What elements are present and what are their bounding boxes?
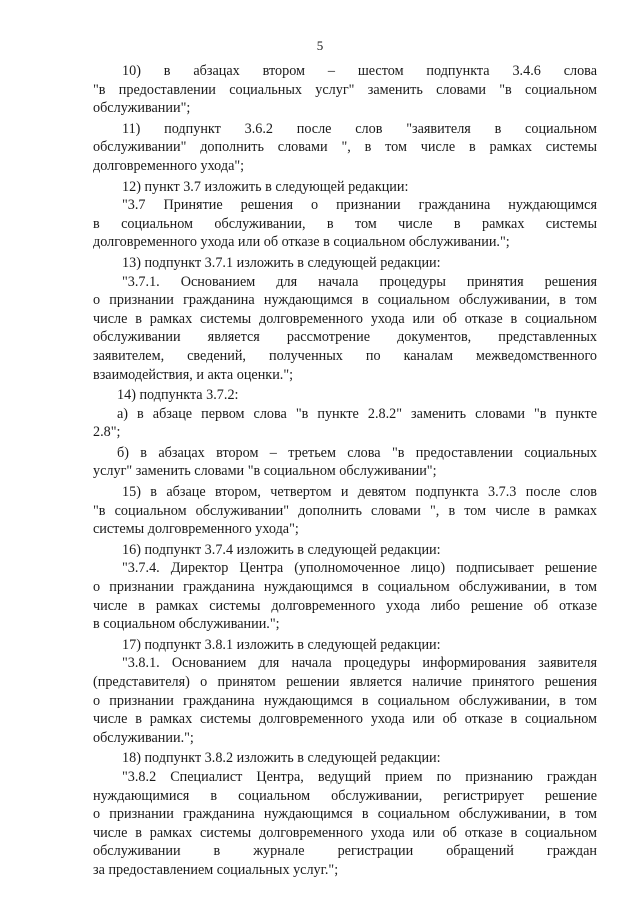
text-line: заявителем, сведений, полученных по каналам межведомственного bbox=[93, 347, 597, 364]
text-line: о признании гражданина нуждающимся в социальном обслуживании, в том bbox=[93, 292, 597, 309]
text-line: 14) подпункта 3.7.2: bbox=[117, 387, 239, 404]
text-line: числе в рамках системы долговременного ухода или об отказе в социальном bbox=[93, 711, 597, 728]
text-line: 15) в абзаце втором, четвертом и девятом подпункта 3.7.3 после слов bbox=[122, 484, 597, 501]
text-line: 2.8"; bbox=[93, 424, 121, 441]
text-line: долговременного ухода"; bbox=[93, 157, 245, 174]
text-line: за предоставлением социальных услуг."; bbox=[93, 861, 339, 878]
text-line: 16) подпункт 3.7.4 изложить в следующей редакции: bbox=[122, 541, 441, 558]
text-line: о признании гражданина нуждающимся в социальном обслуживании, в том bbox=[93, 692, 597, 709]
text-line: обслуживании" дополнить словами ", в том числе в рамках системы bbox=[93, 139, 597, 156]
text-line: "3.7.4. Директор Центра (уполномоченное лицо) подписывает решение bbox=[122, 560, 597, 577]
text-line: взаимодействия, и акта оценки."; bbox=[93, 366, 294, 383]
text-line: числе в рамках системы долговременного ухода или об отказе в социальном bbox=[93, 310, 597, 327]
text-line: нуждающимися в социальном обслуживании, регистрирует решение bbox=[93, 787, 597, 804]
text-line: числе в рамках системы долговременного ухода или об отказе в социальном bbox=[93, 824, 597, 841]
text-line: б) в абзацах втором – третьем слова "в предоставлении социальных bbox=[117, 444, 597, 461]
text-line: системы долговременного ухода"; bbox=[93, 521, 299, 538]
text-line: 12) пункт 3.7 изложить в следующей редакции: bbox=[122, 178, 409, 195]
text-line: обслуживании"; bbox=[93, 100, 191, 117]
text-line: 13) подпункт 3.7.1 изложить в следующей редакции: bbox=[122, 254, 441, 271]
text-line: "в предоставлении социальных услуг" заменить словами "в социальном bbox=[93, 81, 597, 98]
text-line: о признании гражданина нуждающимся в социальном обслуживании, в том bbox=[93, 806, 597, 823]
text-line: (представителя) о принятом решении является наличие принятого решения bbox=[93, 674, 597, 690]
text-line: услуг" заменить словами "в социальном обслуживании"; bbox=[93, 463, 437, 480]
text-line: в социальном обслуживании."; bbox=[93, 616, 280, 633]
document-body bbox=[93, 62, 597, 880]
text-line: "3.7 Принятие решения о признании гражданина нуждающимся bbox=[122, 197, 597, 214]
text-line: о признании гражданина нуждающимся в социальном обслуживании, в том bbox=[93, 579, 597, 596]
text-line: в социальном обслуживании, в том числе в рамках системы bbox=[93, 215, 597, 232]
text-line: 17) подпункт 3.8.1 изложить в следующей редакции: bbox=[122, 636, 441, 653]
text-line: 18) подпункт 3.8.2 изложить в следующей редакции: bbox=[122, 750, 441, 767]
text-line: "в социальном обслуживании" дополнить словами ", в том числе в рамках bbox=[93, 502, 597, 519]
text-line: 11) подпункт 3.6.2 после слов "заявителя в социальном bbox=[122, 120, 597, 137]
text-line: числе в рамках системы долговременного ухода либо решение об отказе bbox=[93, 597, 597, 614]
text-line: а) в абзаце первом слова "в пункте 2.8.2" заменить словами "в пункте bbox=[117, 405, 597, 422]
text-line: долговременного ухода или об отказе в социальном обслуживании."; bbox=[93, 234, 510, 251]
text-line: "3.7.1. Основанием для начала процедуры принятия решения bbox=[122, 273, 597, 290]
text-line: обслуживании в журнале регистрации обращений граждан bbox=[93, 843, 597, 860]
text-line: 10) в абзацах втором – шестом подпункта 3.4.6 слова bbox=[122, 63, 597, 79]
text-line: "3.8.2 Специалист Центра, ведущий прием по признанию граждан bbox=[122, 768, 597, 785]
page-number: 5 bbox=[316, 38, 324, 53]
text-line: "3.8.1. Основанием для начала процедуры информирования заявителя bbox=[122, 655, 597, 672]
text-line: обслуживании является рассмотрение документов, представленных bbox=[93, 329, 597, 346]
text-line: обслуживании."; bbox=[93, 729, 194, 746]
